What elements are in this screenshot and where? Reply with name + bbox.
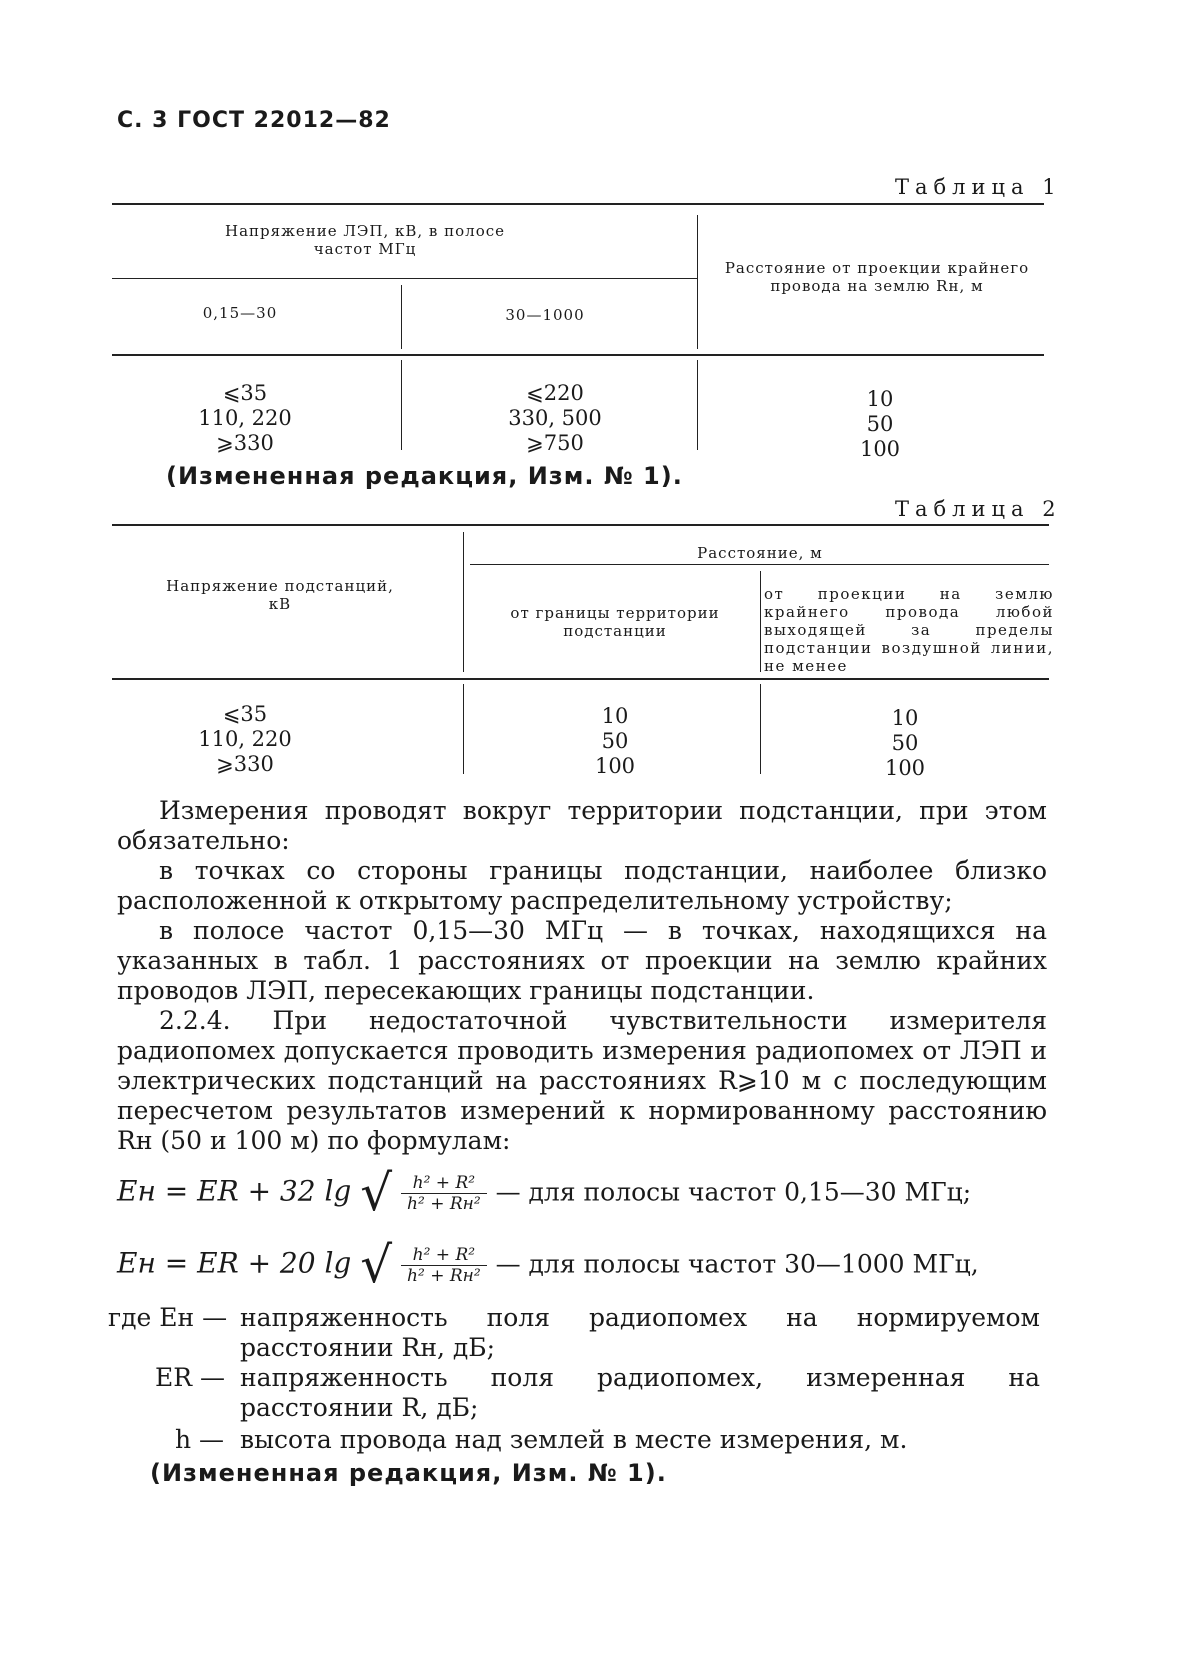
definition-text: напряженность поля радиопомех на нормируемом расстоянии Rн, дБ; xyxy=(240,1303,1040,1362)
table1-cell: ⩾750 xyxy=(526,431,584,455)
definition-text: высота провода над землей в месте измерения, м. xyxy=(240,1425,908,1454)
table2-cell: ⩽35 xyxy=(222,702,268,726)
table2-cell: 50 xyxy=(891,731,919,755)
table2-cell: ⩾330 xyxy=(216,752,274,776)
change-note-2: (Измененная редакция, Изм. № 1). xyxy=(150,1459,667,1487)
formula-fraction xyxy=(401,1173,487,1214)
page-header: С. 3 ГОСТ 22012—82 xyxy=(117,108,391,133)
sqrt-symbol: √ xyxy=(360,1164,393,1222)
formula-denominator: h² + Rн² xyxy=(407,1193,481,1214)
formula-fraction xyxy=(401,1245,487,1286)
paragraph: 2.2.4. При недостаточной чувствительности измерителя радиопомех допускается проводить измерения радиопомех от ЛЭП и электрических подстанций на расстояниях R⩾10 м с последующим пересчетом результатов измерений к нормированному расстоянию Rн (50 и 100 м) по формулам: xyxy=(117,1006,1047,1155)
formula-suffix: — для полосы частот 0,15—30 МГц; xyxy=(495,1177,972,1207)
formula-2 xyxy=(117,1236,979,1294)
table2-col3-header: от проекции на землю крайнего провода любой выходящей за пределы подстанции воздушной линии, не менее xyxy=(764,585,1054,675)
table2-cell: 10 xyxy=(891,706,919,730)
table2-col1-header: Напряжение подстанций, кВ xyxy=(166,577,394,613)
table2-cell: 100 xyxy=(884,756,926,780)
table1-cell: ⩽35 xyxy=(222,381,268,405)
formula-suffix: — для полосы частот 30—1000 МГц, xyxy=(495,1249,979,1279)
table2-label: Таблица 2 xyxy=(895,497,1062,521)
table1-cell: ⩽220 xyxy=(526,381,584,405)
table1-cell: 330, 500 xyxy=(508,406,602,430)
definition-text: напряженность поля радиопомех, измеренная на расстоянии R, дБ; xyxy=(240,1363,1040,1422)
table1-col2-header: 30—1000 xyxy=(505,306,585,324)
table1-label: Таблица 1 xyxy=(895,175,1062,199)
definition-term: где Eн — xyxy=(108,1303,228,1332)
change-note-1: (Измененная редакция, Изм. № 1). xyxy=(166,462,683,490)
formula-1 xyxy=(117,1164,972,1222)
paragraph: в точках со стороны границы подстанции, наиболее близко расположенной к открытому распределительному устройству; xyxy=(117,856,1047,915)
definition-term: ER — xyxy=(155,1363,226,1392)
formula-lhs: Eн = ER + 20 lg xyxy=(117,1246,352,1280)
formula-numerator: h² + R² xyxy=(401,1245,487,1266)
paragraph: в полосе частот 0,15—30 МГц — в точках, находящихся на указанных в табл. 1 расстояниях от проекции на землю крайних проводов ЛЭП, пересекающих границы подстанции. xyxy=(117,916,1047,1005)
table2-cell: 100 xyxy=(594,754,636,778)
table1-cell: 100 xyxy=(859,437,901,461)
table2-group-header: Расстояние, м xyxy=(697,544,823,562)
sqrt-symbol: √ xyxy=(360,1236,393,1294)
table1-group-header: Напряжение ЛЭП, кВ, в полосе частот МГц xyxy=(224,222,506,258)
table2-col2-header: от границы территории подстанции xyxy=(510,604,720,640)
table1-cell: 10 xyxy=(866,387,894,411)
table2-cell: 110, 220 xyxy=(198,727,292,751)
formula-numerator: h² + R² xyxy=(401,1173,487,1194)
table1-col1-header: 0,15—30 xyxy=(202,304,278,322)
table2-cell: 10 xyxy=(601,704,629,728)
formula-lhs: Eн = ER + 32 lg xyxy=(117,1174,352,1208)
table1-cell: ⩾330 xyxy=(216,431,274,455)
paragraph: Измерения проводят вокруг территории подстанции, при этом обязательно: xyxy=(117,796,1047,855)
table1-cell: 110, 220 xyxy=(198,406,292,430)
definition-term: h — xyxy=(175,1425,225,1454)
formula-denominator: h² + Rн² xyxy=(407,1265,481,1286)
table1-cell: 50 xyxy=(866,412,894,436)
table2-cell: 50 xyxy=(601,729,629,753)
table1-col3-header: Расстояние от проекции крайнего провода на землю Rн, м xyxy=(724,259,1030,295)
